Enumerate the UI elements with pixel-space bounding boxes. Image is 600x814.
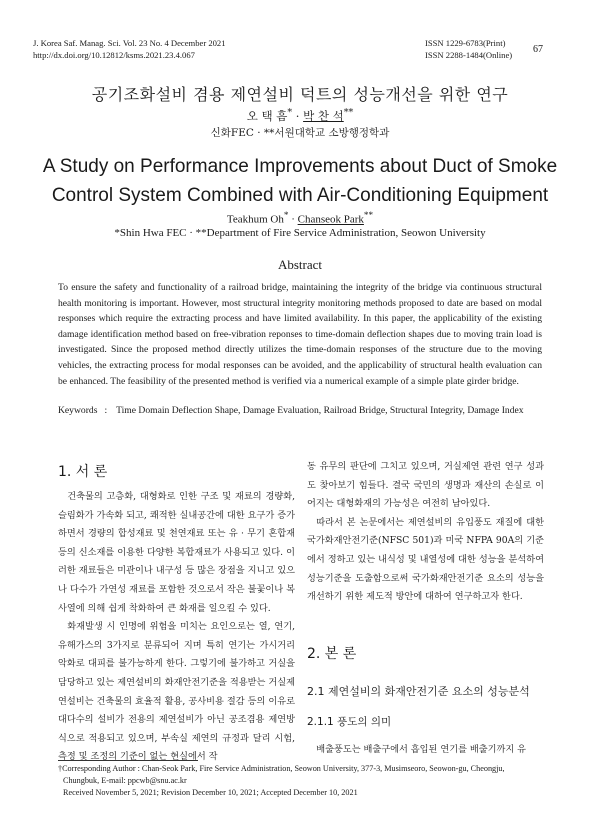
- section2-paragraph1: 배출풍도는 배출구에서 흡입된 연기를 배출기까지 유: [316, 744, 527, 755]
- author1-eng: Teakhum Oh: [226, 213, 284, 226]
- left-column-body: [58, 488, 295, 767]
- footnote-dates: Received November 5, 2021; Revision December 10, 2021; Accepted December 10, 2021: [63, 788, 358, 797]
- footnote-email: Chungbuk, E-mail: ppcwb@snu.ac.kr: [63, 776, 187, 785]
- keywords-label: Keywords: [58, 405, 98, 416]
- section2-title: 2. 본 론: [307, 646, 357, 662]
- subsection-2-1-1-title: 2.1.1 풍도의 의미: [307, 716, 392, 728]
- footnote-divider: [58, 760, 198, 761]
- author1-kor-mark: *: [287, 107, 293, 118]
- author-separator-kor: ·: [292, 108, 304, 123]
- journal-header-right: [425, 38, 512, 61]
- english-authors: [0, 210, 600, 226]
- author1-kor: 오 택 흠: [246, 108, 288, 123]
- right-column-body: [307, 458, 544, 607]
- journal-citation: J. Korea Saf. Manag. Sci. Vol. 23 No. 4 December 2021: [33, 38, 226, 48]
- author-separator-eng: ·: [288, 213, 298, 226]
- doi-link[interactable]: http://dx.doi.org/10.12812/ksms.2021.23.4.067: [33, 49, 195, 60]
- section1-paragraph2: 화재발생 시 인명에 위험을 미치는 요인으로는 열, 연기, 유해가스의 3가지로 분류되어 지며 특히 연기는 가시거리 악화로 대피를 불가능하게 한다. 그렇기에 불가하고 거실을 담당하고 있는 제연설비의 화재안전기준을 적용받는 거실제연설비는 건축물의 효율적 활용, 공사비용 절감 등의 이유로 대다수의 설비가 전용의 제연설비가 아닌 공조겸용 제연방식으로 적용되고 있으며, 부속실 제연의 규정과 달리 시험, 측정 및 조정의 기준이 없는 현실에서 작: [58, 621, 295, 763]
- footnote-corresponding: †Corresponding Author : Chan-Seok Park, Fire Service Administration, Seowon University, 377-3, Musimseoro, Seowon-gu, Cheongju,: [58, 764, 505, 773]
- english-title-line1: A Study on Performance Improvements about Duct of Smoke: [42, 156, 558, 177]
- section1-paragraph1: 건축물의 고층화, 대형화로 인한 구조 및 재료의 경량화, 슬림화가 가속화 되고, 쾌적한 실내공간에 대한 요구가 증가하면서 경량의 합성재료 및 천연재료 또는 유 · 무기 혼합재 등의 신소재를 이용한 다양한 복합재료가 사용되고 있다. 이러한 재료들은 미관이나 내구성 등 많은 장점을 지니고 있으나 다수가 가연성 재료를 포함한 것으로서 작은 불꽃이나 복사열에 의해 쉽게 착화하여 큰 화재를 일으킬 수 있다.: [58, 491, 295, 614]
- keywords-list: Time Domain Deflection Shape, Damage Evaluation, Railroad Bridge, Structural Integrity, Damage Index: [116, 405, 524, 416]
- author2-eng: Chanseok Park: [297, 213, 364, 226]
- section1-continuation: 동 유무의 판단에 그치고 있으며, 거실제연 관련 연구 성과도 찾아보기 힘들다. 결국 국민의 생명과 재산의 손실로 이어지는 대형화재의 가능성은 여전히 남아있다.: [307, 461, 544, 510]
- korean-affiliation: 신화FEC · **서원대학교 소방행정학과: [210, 127, 390, 139]
- korean-title: 공기조화설비 겸용 제연설비 덕트의 성능개선을 위한 연구: [91, 85, 509, 104]
- footnote: [58, 763, 548, 799]
- korean-authors: [0, 107, 600, 124]
- english-affiliation: *Shin Hwa FEC · **Department of Fire Service Administration, Seowon University: [114, 227, 486, 239]
- section1-title: 1. 서 론: [58, 464, 108, 480]
- author2-kor-mark: **: [343, 107, 354, 118]
- abstract-body: To ensure the safety and functionality of a railroad bridge, maintaining the integrity of the bridge via continuous structural health monitoring is important. However, most structural integrity monitoring methods proposed to date are based on modal responses which require the extracting process and have limited availability. In this paper, the applicability of the existing damage identification method based on free-vibration reponses to time-domain deflection shapes due to moving train load is investigated. Since the proposed method directly utilizes the time-domain responses of the structure due to the moving vehicles, the extracting process for modal responses can be avoided, and the applicability of structural health evaluation can be enhanced. The feasibility of the presented method is verified via a numerical example of a simple plate girder bridge.: [58, 282, 542, 387]
- issn-print: ISSN 1229-6783(Print): [425, 38, 506, 48]
- abstract-heading: Abstract: [277, 257, 323, 272]
- english-title: [0, 152, 600, 210]
- keywords-separator: :: [104, 405, 108, 416]
- page-number: 67: [533, 44, 543, 55]
- journal-header-left: [33, 38, 226, 61]
- keywords: [58, 404, 542, 418]
- author2-eng-mark: **: [363, 210, 374, 220]
- section1-paragraph3: 따라서 본 논문에서는 제연설비의 유입풍도 재질에 대한 국가화재안전기준(NFSC 501)과 미국 NFPA 90A의 기준에서 정하고 있는 내식성 및 내열성에 대한 성능을 분석하여 성능기준을 도출함으로써 국가화재안전기준 요소의 성능을 개선하기 위한 제도적 방안에 대하여 연구하고자 한다.: [307, 516, 544, 603]
- author1-eng-mark: *: [283, 210, 289, 220]
- author2-kor: 박 찬 석: [303, 108, 344, 123]
- subsection-2-1-title: 2.1 제연설비의 화재안전기준 요소의 성능분석: [307, 685, 530, 698]
- english-title-line2: Control System Combined with Air-Conditioning Equipment: [51, 185, 549, 206]
- issn-online: ISSN 2288-1484(Online): [425, 49, 513, 60]
